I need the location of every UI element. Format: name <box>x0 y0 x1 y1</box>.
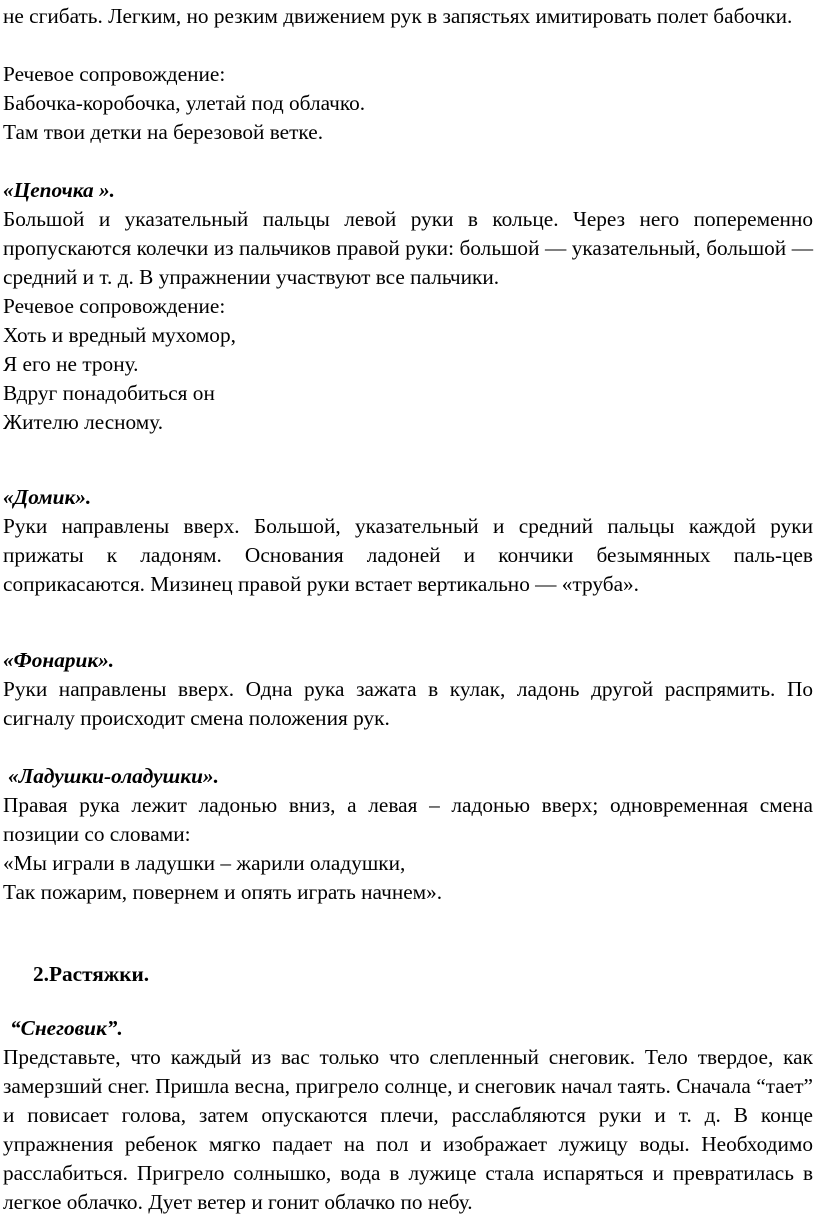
verse-line: Там твои детки на березовой ветке. <box>3 120 324 144</box>
paragraph-chain: Большой и указательный пальцы левой руки в кольце. Через него попеременно пропускаются колечки из пальчиков правой руки: большой — указательный, большой — средний и т. д. В упражнении участвуют все пальчики. <box>3 207 813 289</box>
verse-line: Бабочка-коробочка, улетай под облачко. <box>3 91 366 115</box>
paragraph-house: Руки направлены вверх. Большой, указательный и средний пальцы каждой руки прижаты к ладоням. Основания ладоней и кончики безымянных паль-цев соприкасаются. Мизинец правой руки встает вертикально — «труба». <box>3 514 813 596</box>
speech-label: Речевое сопровождение: <box>3 294 226 318</box>
verse-line: Я его не трону. <box>3 352 139 376</box>
verse-line: Так пожарим, повернем и опять играть начнем». <box>3 880 443 904</box>
paragraph-snowman: Представьте, что каждый из вас только что слепленный снеговик. Тело твердое, как замерзший снег. Пришла весна, пригрело солнце, и снеговик начал таять. Сначала “тает” и повисает голова, затем опускаются плечи, расслабляются руки и т. д. В конце упражнения ребенок мягко падает на пол и изображает лужицу воды. Необходимо расслабиться. Пригрело солнышко, вода в лужице стала испаряться и превратилась в легкое облачко. Дует ветер и гонит облачко по небу. <box>3 1045 813 1214</box>
paragraph-lantern: Руки направлены вверх. Одна рука зажата в кулак, ладонь другой распрямить. По сигналу происходит смена положения рук. <box>3 677 813 730</box>
section-heading-stretching: 2.Растяжки. <box>33 962 150 986</box>
verse-line: «Мы играли в ладушки – жарили оладушки, <box>3 851 406 875</box>
exercise-heading-lantern: «Фонарик». <box>3 648 115 672</box>
exercise-heading-chain: «Цепочка ». <box>3 178 115 202</box>
exercise-heading-house: «Домик». <box>3 485 92 509</box>
speech-label: Речевое сопровождение: <box>3 62 226 86</box>
verse-line: Жителю лесному. <box>3 410 164 434</box>
exercise-heading-snowman: “Снеговик”. <box>10 1016 123 1040</box>
exercise-heading-pancakes: «Ладушки-оладушки». <box>8 764 219 788</box>
paragraph-butterfly-end: не сгибать. Легким, но резким движением рук в запястьях имитировать полет бабочки. <box>3 4 793 28</box>
paragraph-pancakes: Правая рука лежит ладонью вниз, а левая – ладонью вверх; одновременная смена позиции со словами: <box>3 793 813 846</box>
verse-line: Хоть и вредный мухомор, <box>3 323 236 347</box>
verse-line: Вдруг понадобиться он <box>3 381 215 405</box>
